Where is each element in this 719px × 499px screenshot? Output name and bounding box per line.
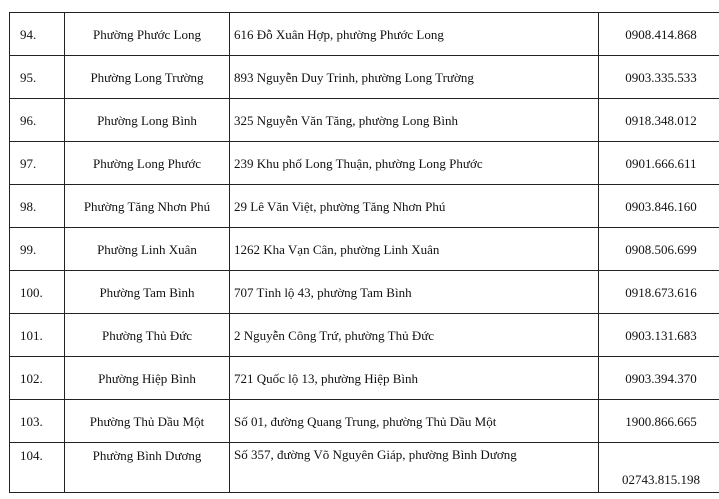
ward-phone: 0903.131.683: [599, 314, 719, 357]
ward-name: Phường Hiệp Bình: [65, 357, 230, 400]
ward-address: 325 Nguyễn Văn Tăng, phường Long Bình: [230, 99, 599, 142]
table-row: [10, 13, 719, 56]
row-number: 97.: [10, 142, 65, 185]
ward-name: Phường Long Bình: [65, 99, 230, 142]
table-row: [10, 185, 719, 228]
table-row: [10, 314, 719, 357]
ward-name: Phường Phước Long: [65, 13, 230, 56]
row-number: 101.: [10, 314, 65, 357]
ward-name: Phường Thủ Dầu Một: [65, 400, 230, 443]
ward-name: Phường Tam Bình: [65, 271, 230, 314]
ward-name: Phường Linh Xuân: [65, 228, 230, 271]
row-number: 95.: [10, 56, 65, 99]
row-number: 103.: [10, 400, 65, 443]
ward-address: 616 Đỗ Xuân Hợp, phường Phước Long: [230, 13, 599, 56]
row-number: 98.: [10, 185, 65, 228]
table-row: [10, 228, 719, 271]
ward-name: Phường Long Trường: [65, 56, 230, 99]
ward-phone: 0903.394.370: [599, 357, 719, 400]
ward-name: Phường Thủ Đức: [65, 314, 230, 357]
row-number: 102.: [10, 357, 65, 400]
ward-address: 893 Nguyễn Duy Trinh, phường Long Trường: [230, 56, 599, 99]
ward-phone: 0918.348.012: [599, 99, 719, 142]
table-row: [10, 443, 719, 493]
table-row: [10, 99, 719, 142]
ward-address: Số 01, đường Quang Trung, phường Thủ Dầu Một: [230, 400, 599, 443]
ward-name: Phường Tăng Nhơn Phú: [65, 185, 230, 228]
ward-address: 239 Khu phố Long Thuận, phường Long Phước: [230, 142, 599, 185]
ward-phone: 0908.506.699: [599, 228, 719, 271]
table-row: [10, 271, 719, 314]
ward-address: 2 Nguyễn Công Trứ, phường Thủ Đức: [230, 314, 599, 357]
ward-phone: 0903.335.533: [599, 56, 719, 99]
table-body: [10, 13, 719, 493]
ward-phone: 0918.673.616: [599, 271, 719, 314]
ward-phone: 0908.414.868: [599, 13, 719, 56]
ward-name: Phường Long Phước: [65, 142, 230, 185]
row-number: 100.: [10, 271, 65, 314]
table-row: [10, 357, 719, 400]
ward-address: 1262 Kha Vạn Cân, phường Linh Xuân: [230, 228, 599, 271]
ward-address: Số 357, đường Võ Nguyên Giáp, phường Bình Dương: [230, 443, 599, 493]
row-number: 96.: [10, 99, 65, 142]
ward-phone: 0901.666.611: [599, 142, 719, 185]
ward-address: 29 Lê Văn Việt, phường Tăng Nhơn Phú: [230, 185, 599, 228]
ward-phone: 1900.866.665: [599, 400, 719, 443]
ward-phone: 02743.815.198: [599, 443, 719, 493]
ward-phone: 0903.846.160: [599, 185, 719, 228]
row-number: 104.: [10, 443, 65, 493]
ward-address: 721 Quốc lộ 13, phường Hiệp Bình: [230, 357, 599, 400]
ward-contact-table: [9, 12, 719, 493]
row-number: 94.: [10, 13, 65, 56]
table-row: [10, 400, 719, 443]
ward-name: Phường Bình Dương: [65, 443, 230, 493]
row-number: 99.: [10, 228, 65, 271]
ward-address: 707 Tỉnh lộ 43, phường Tam Bình: [230, 271, 599, 314]
table-row: [10, 56, 719, 99]
table-row: [10, 142, 719, 185]
